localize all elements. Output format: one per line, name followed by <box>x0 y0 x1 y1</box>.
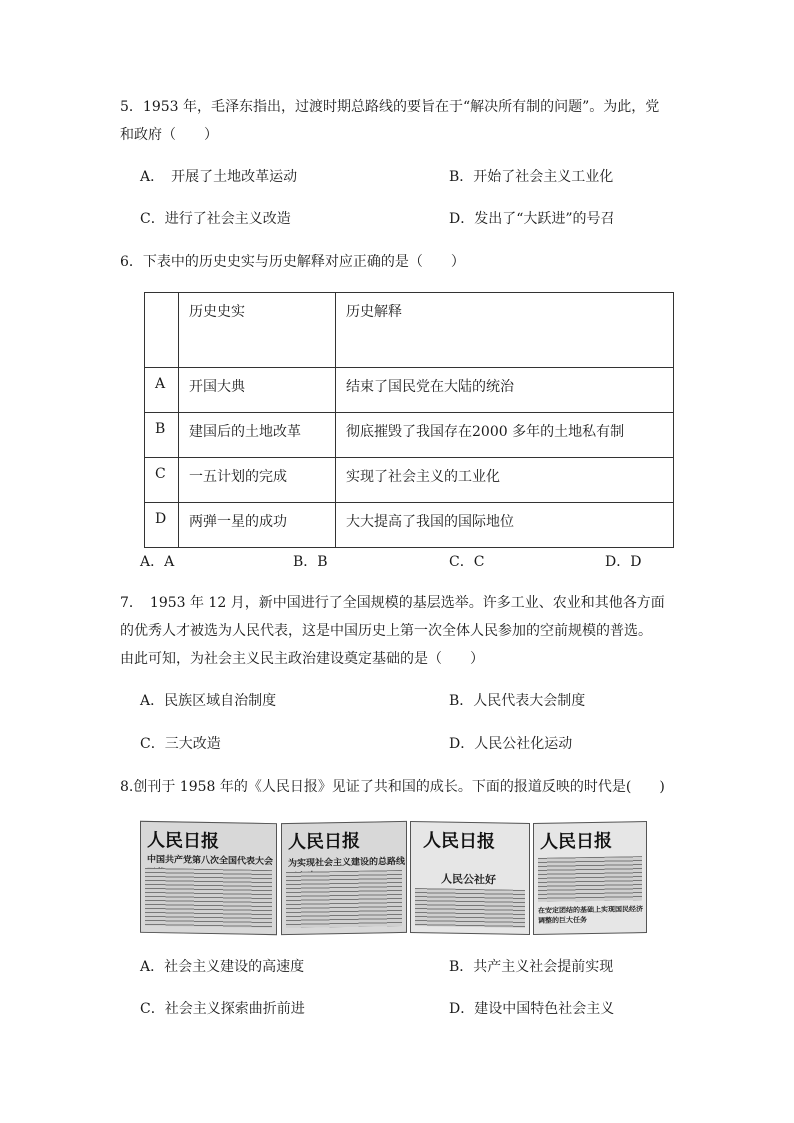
q7-option-d[interactable]: D．人民公社化运动 <box>449 736 573 752</box>
q5-option-c[interactable]: C．进行了社会主义改造 <box>140 211 291 227</box>
q7-option-c[interactable]: C．三大改造 <box>140 736 221 752</box>
newspaper-1 <box>140 821 277 935</box>
table-cell-label: A <box>145 368 179 413</box>
table-cell-explanation: 彻底摧毁了我国存在2000 多年的土地私有制 <box>336 413 674 458</box>
table-row <box>145 503 674 548</box>
q5-option-b[interactable]: B．开始了社会主义工业化 <box>449 169 614 185</box>
history-table <box>144 292 674 548</box>
q8-option-d[interactable]: D．建设中国特色社会主义 <box>449 1001 615 1017</box>
q6-option-b[interactable]: B．B <box>293 554 328 570</box>
q5-stem-line1: 5．1953 年，毛泽东指出，过渡时期总路线的要旨在于“解决所有制的问题”。为此，党 <box>120 99 660 115</box>
q6-option-d[interactable]: D．D <box>605 554 642 570</box>
newspaper-masthead: 人民日报 <box>147 829 219 853</box>
table-cell-label: C <box>145 458 179 503</box>
q7-option-b[interactable]: B．人民代表大会制度 <box>449 693 586 709</box>
newspaper-headline: 为实现社会主义建设的总路线而奋斗 <box>288 856 406 869</box>
table-header-cell <box>145 293 179 368</box>
table-cell-explanation: 结束了国民党在大陆的统治 <box>336 368 674 413</box>
table-header-cell: 历史解释 <box>336 293 674 368</box>
q6-option-a[interactable]: A．A <box>140 554 175 570</box>
table-cell-label: D <box>145 503 179 548</box>
q7-option-a[interactable]: A．民族区域自治制度 <box>140 693 277 709</box>
q5-option-a[interactable]: A． 开展了土地改革运动 <box>140 169 298 185</box>
q8-stem: 8.创刊于 1958 年的《人民日报》见证了共和国的成长。下面的报道反映的时代是( ) <box>120 779 665 795</box>
table-row <box>145 413 674 458</box>
q5-stem-line2: 和政府（ ） <box>120 127 218 143</box>
q7-stem-line1: 7． 1953 年 12 月，新中国进行了全国规模的基层选举。许多工业、农业和其他各方面 <box>120 595 665 611</box>
q8-option-a[interactable]: A．社会主义建设的高速度 <box>140 959 305 975</box>
q7-stem-line2: 的优秀人才被选为人民代表，这是中国历史上第一次全体人民参加的空前规模的普选。 <box>120 623 652 639</box>
table-cell-fact: 两弹一星的成功 <box>179 503 336 548</box>
table-header-row <box>145 293 674 368</box>
table-cell-label: B <box>145 413 179 458</box>
table-cell-explanation: 实现了社会主义的工业化 <box>336 458 674 503</box>
newspaper-headline: 中国共产党第八次全国代表大会开幕 <box>147 854 274 868</box>
newspaper-headline: 人民公社好 <box>441 872 496 887</box>
q7-stem-line3: 由此可知，为社会主义民主政治建设奠定基础的是（ ） <box>120 651 484 667</box>
table-cell-fact: 开国大典 <box>179 368 336 413</box>
newspaper-3 <box>410 821 530 935</box>
q6-stem: 6．下表中的历史史实与历史解释对应正确的是（ ） <box>120 254 465 270</box>
q8-option-b[interactable]: B．共产主义社会提前实现 <box>449 959 614 975</box>
table-row <box>145 368 674 413</box>
newspaper-masthead: 人民日报 <box>540 830 612 853</box>
newspaper-4 <box>533 821 647 935</box>
table-row <box>145 458 674 503</box>
table-header-cell: 历史史实 <box>179 293 336 368</box>
q5-option-d[interactable]: D．发出了“大跃进”的号召 <box>449 211 615 227</box>
newspaper-masthead: 人民日报 <box>288 830 360 853</box>
q6-option-c[interactable]: C．C <box>449 554 485 570</box>
newspaper-headline: 在安定团结的基础上实现国民经济调整的巨大任务 <box>538 904 643 925</box>
q8-option-c[interactable]: C．社会主义探索曲折前进 <box>140 1001 305 1017</box>
table-cell-fact: 建国后的土地改革 <box>179 413 336 458</box>
newspaper-masthead: 人民日报 <box>423 830 495 853</box>
table-cell-fact: 一五计划的完成 <box>179 458 336 503</box>
newspaper-2 <box>281 821 407 935</box>
table-cell-explanation: 大大提高了我国的国际地位 <box>336 503 674 548</box>
